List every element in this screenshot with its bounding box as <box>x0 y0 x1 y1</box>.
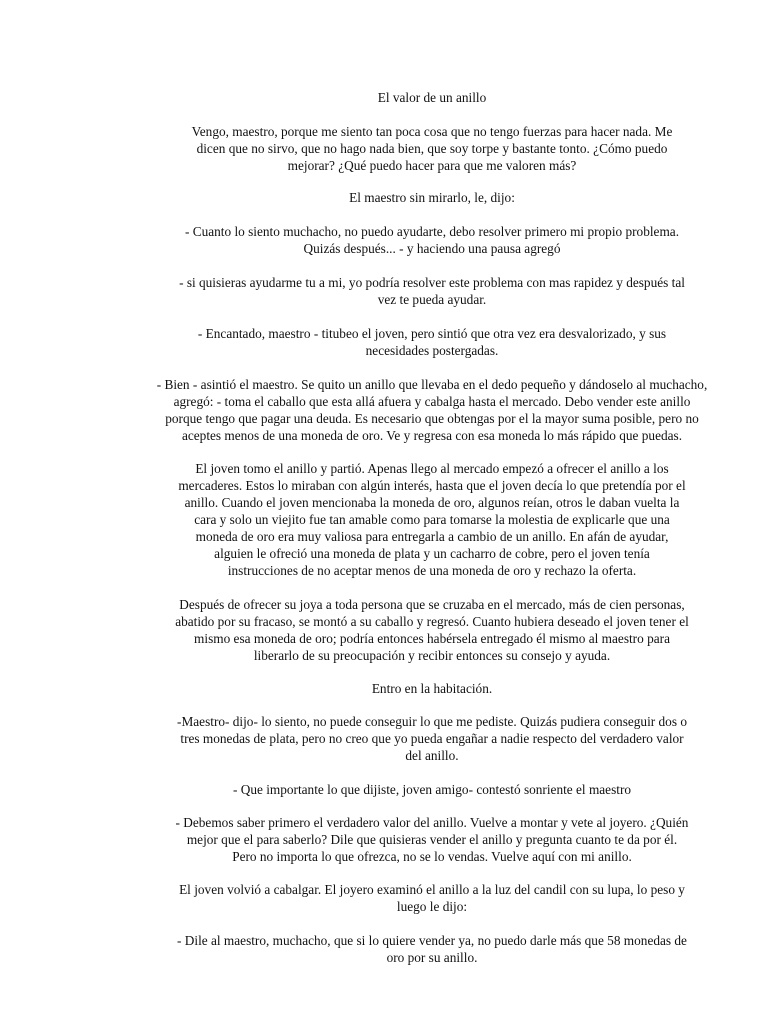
paragraph-12: - Debemos saber primero el verdadero valor del anillo. Vuelve a montar y vete al joyero. ¿Quién mejor que el para saberlo? Dile que quisieras vender el anillo y pregunta cuanto te da por él. Pero no importa lo que ofrezca, no se lo vendas. Vuelve aquí con mi anillo. <box>175 815 689 864</box>
paragraph-1: Vengo, maestro, porque me siento tan poca cosa que no tengo fuerzas para hacer nada. Me dicen que no sirvo, que no hago nada bien, que soy torpe y bastante tonto. ¿Cómo puedo mejorar? ¿Qué puedo hacer para que me valoren más? <box>191 124 673 173</box>
paragraph-7: El joven tomo el anillo y partió. Apenas llego al mercado empezó a ofrecer el anillo a los mercaderes. Estos lo miraban con algún interés, hasta que el joven decía lo que pretendía por el anillo. Cuando el joven mencionaba la moneda de oro, algunos reían, otros le daban vuelta la cara y solo un viejito fue tan amable como para tomarse la molestia de explicarle que una moneda de oro era muy valiosa para entregarla a cambio de un anillo. En afán de ayudar, alguien le ofreció una moneda de plata y un cacharro de cobre, pero el joven tenía instrucciones de no aceptar menos de una moneda de oro y rechazo la oferta. <box>178 461 686 578</box>
paragraph-10: -Maestro- dijo- lo siento, no puede conseguir lo que me pediste. Quizás pudiera conseguir dos o tres monedas de plata, pero no creo que yo pueda engañar a nadie respecto del verdadero valor del anillo. <box>177 714 687 763</box>
paragraph-6: - Bien - asintió el maestro. Se quito un anillo que llevaba en el dedo pequeño y dándoselo al muchacho, agregó: - toma el caballo que esta allá afuera y cabalga hasta el mercado. Debo vender este anillo porque tengo que pagar una deuda. Es necesario que obtengas por el la mayor suma posible, pero no aceptes menos de una moneda de oro. Ve y regresa con esa moneda lo más rápido que puedas. <box>156 377 708 443</box>
paragraph-14: - Dile al maestro, muchacho, que si lo quiere vender ya, no puedo darle más que 58 monedas de oro por su anillo. <box>177 933 687 965</box>
paragraph-13: El joven volvió a cabalgar. El joyero examinó el anillo a la luz del candil con su lupa, lo peso y luego le dijo: <box>179 882 685 914</box>
paragraph-5: - Encantado, maestro - titubeo el joven, pero sintió que otra vez era desvalorizado, y sus necesidades postergadas. <box>197 326 667 358</box>
paragraph-4: - si quisieras ayudarme tu a mi, yo podría resolver este problema con mas rapidez y después tal vez te pueda ayudar. <box>179 275 685 307</box>
document-title: El valor de un anillo <box>377 90 487 105</box>
paragraph-8: Después de ofrecer su joya a toda persona que se cruzaba en el mercado, más de cien personas, abatido por su fracaso, se montó a su caballo y regresó. Cuanto hubiera deseado el joven tener el mismo esa moneda de oro; podría entonces habérsela entregado él mismo al maestro para liberarlo de su preocupación y recibir entonces su consejo y ayuda. <box>175 597 689 663</box>
paragraph-9: Entro en la habitación. <box>371 681 493 696</box>
paragraph-2: El maestro sin mirarlo, le, dijo: <box>349 190 515 205</box>
paragraph-3: - Cuanto lo siento muchacho, no puedo ayudarte, debo resolver primero mi propio problema. Quizás después... - y haciendo una pausa agregó <box>184 224 680 256</box>
paragraph-11: - Que importante lo que dijiste, joven amigo- contestó sonriente el maestro <box>232 782 632 797</box>
